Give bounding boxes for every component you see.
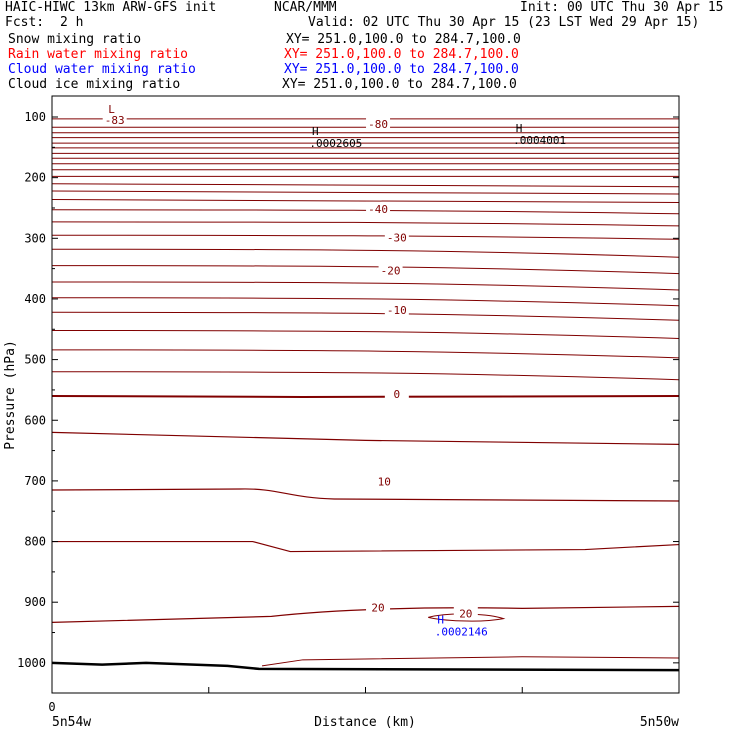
contour-label: -40 (368, 202, 388, 216)
x-start-label: 5n54w (52, 715, 92, 730)
contour-label: -30 (386, 231, 407, 245)
forecast-label: Fcst: (5, 15, 45, 30)
y-tick-label: 400 (24, 291, 46, 306)
organization-label: NCAR/MMM (274, 0, 337, 15)
field-label-rain: Rain water mixing ratio (8, 47, 189, 62)
contour-line (52, 210, 679, 214)
contour-line (262, 657, 679, 666)
contour-label: -80 (368, 117, 388, 131)
contour-line (52, 330, 679, 338)
contour-label: 20 (459, 607, 473, 621)
contour-line (52, 184, 679, 187)
contour-label: 0 (393, 387, 401, 401)
extremum-value: .0002146 (434, 625, 488, 639)
contour-label: -83 (104, 114, 125, 128)
contour-label: -20 (380, 264, 401, 278)
field-xy-cloud-water: XY= 251.0,100.0 to 284.7,100.0 (284, 62, 519, 77)
contour-line (52, 282, 679, 290)
extremum-mark: H (515, 122, 523, 136)
contour-line (52, 266, 679, 274)
plot-title: HAIC-HIWC 13km ARW-GFS init (5, 0, 217, 15)
y-tick-label: 100 (24, 110, 46, 124)
field-xy-snow: XY= 251.0,100.0 to 284.7,100.0 (286, 32, 521, 47)
y-tick-label: 900 (24, 595, 46, 610)
extremum-value: .0004001 (513, 134, 567, 148)
contour-line (52, 350, 679, 358)
init-time: Init: 00 UTC Thu 30 Apr 15 (520, 0, 724, 15)
y-axis-label: Pressure (hPa) (3, 340, 18, 450)
field-xy-rain: XY= 251.0,100.0 to 284.7,100.0 (284, 47, 519, 62)
contour-line (52, 312, 679, 320)
forecast-hour: 2 h (60, 15, 84, 30)
contour-line (52, 298, 679, 306)
contour-line (52, 222, 679, 226)
contour-line (52, 489, 679, 501)
extremum-mark: H (437, 613, 445, 627)
axes (17, 110, 679, 693)
contour-label: 20 (371, 601, 385, 615)
contour-line (52, 396, 679, 397)
contour-line (52, 249, 679, 257)
contour-label: 10 (377, 475, 391, 489)
y-tick-label: 800 (24, 534, 46, 549)
contour-line (52, 235, 679, 239)
contour-line (52, 542, 679, 552)
field-label-cloud-ice: Cloud ice mixing ratio (8, 77, 181, 92)
valid-time: Valid: 02 UTC Thu 30 Apr 15 (23 LST Wed 29 Apr 15) (308, 15, 700, 30)
y-tick-label: 300 (24, 231, 46, 246)
contour-label: -10 (386, 304, 407, 318)
extremum-mark: H (312, 125, 319, 139)
y-tick-label: 600 (24, 413, 46, 428)
contour-line (52, 199, 679, 202)
y-tick-label: 1000 (17, 655, 46, 670)
extremum-mark: L (108, 102, 115, 116)
field-label-cloud-water: Cloud water mixing ratio (8, 62, 196, 77)
terrain-line (52, 663, 679, 670)
y-tick-label: 200 (24, 170, 46, 185)
x-end-label: 5n50w (639, 715, 679, 730)
isotherm-contours (52, 103, 679, 670)
extremum-value: .0002605 (309, 137, 363, 151)
contour-line (52, 372, 679, 380)
y-tick-label: 700 (24, 473, 46, 488)
field-label-snow: Snow mixing ratio (8, 32, 142, 47)
field-xy-cloud-ice: XY= 251.0,100.0 to 284.7,100.0 (282, 77, 517, 92)
contour-line (52, 606, 679, 622)
contour-line (52, 191, 679, 194)
y-tick-label: 500 (24, 352, 46, 367)
x-axis-label: Distance (km) (314, 715, 416, 730)
contour-line (52, 432, 679, 444)
x-zero-label: 0 (48, 700, 56, 714)
